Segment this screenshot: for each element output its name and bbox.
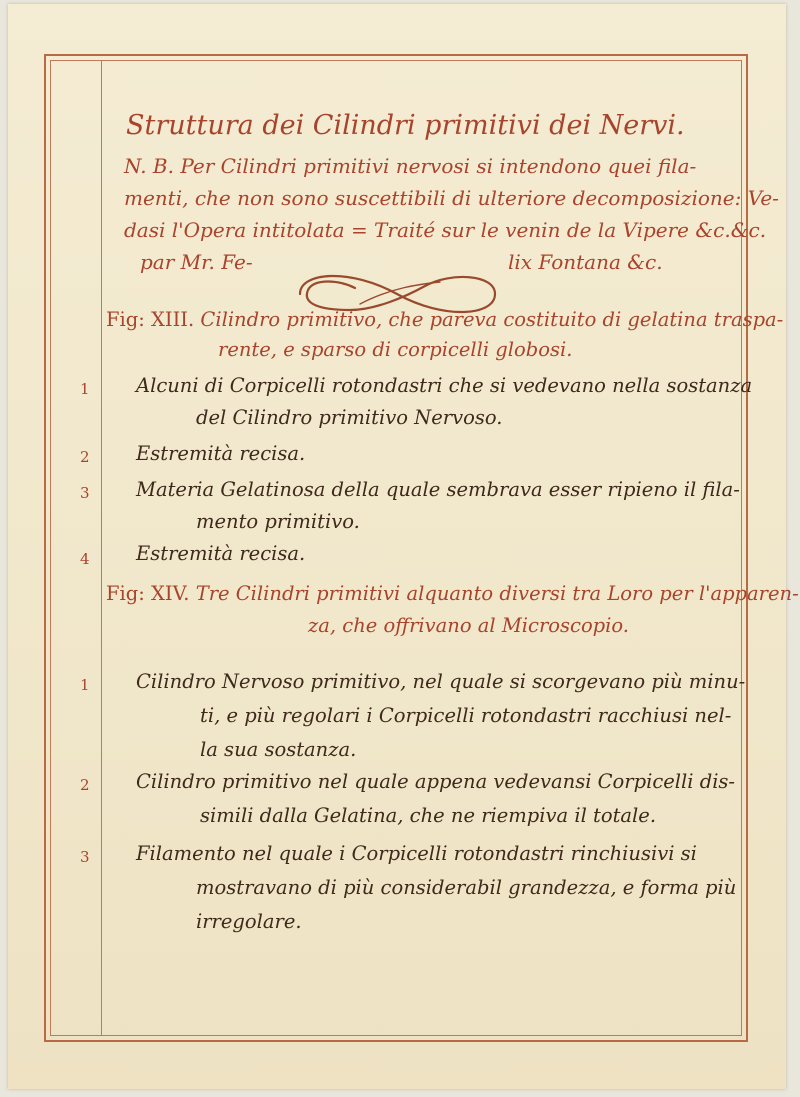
item-number: 1	[80, 380, 90, 398]
fig-xiv-item-2-line-1: Cilindro primitivo nel quale appena vedevansi Corpicelli dis-	[136, 770, 736, 793]
fig-xiii-item-2-line-1: Estremità recisa.	[136, 442, 306, 465]
fig-xiv-item-3-line-3: irregolare.	[196, 910, 302, 933]
fig-xiv-item-1-line-3: la sua sostanza.	[200, 738, 357, 761]
nb-line-4-end: lix Fontana &c.	[508, 250, 663, 274]
fig-xiv-label: Fig: XIV.	[106, 582, 190, 605]
item-number: 2	[80, 448, 90, 466]
fig-xiv-item-1-line-2: ti, e più regolari i Corpicelli rotondastri racchiusi nel-	[200, 704, 732, 727]
fig-xiii-item-1-line-1: Alcuni di Corpicelli rotondastri che si vedevano nella sostanza	[136, 374, 753, 397]
nb-line-4-start: par Mr. Fe-	[140, 250, 253, 274]
margin-rule-line	[101, 61, 102, 1035]
fig-xiii-item-3-line-1: Materia Gelatinosa della quale sembrava esser ripieno il fila-	[136, 478, 740, 501]
fig-xiv-item-3-line-2: mostravano di più considerabil grandezza, e forma più	[196, 876, 737, 899]
fig-xiii-caption-1: Cilindro primitivo, che pareva costituito di gelatina traspa-	[200, 308, 784, 331]
manuscript-page	[8, 4, 799, 1089]
fig-xiii-item-4-line-1: Estremità recisa.	[136, 542, 306, 565]
nb-line-3: dasi l'Opera intitolata = Traité sur le venin de la Vipere &c.&c.	[124, 218, 767, 242]
fig-xiv-heading	[106, 582, 799, 605]
fig-xiii-item-3-line-2: mento primitivo.	[196, 510, 360, 533]
item-number: 1	[80, 676, 90, 694]
nb-line-2: menti, che non sono suscettibili di ulteriore decomposizione: Ve-	[124, 186, 779, 210]
fig-xiv-item-1-line-1: Cilindro Nervoso primitivo, nel quale si scorgevano più minu-	[136, 670, 746, 693]
item-number: 4	[80, 550, 90, 568]
fig-xiii-item-1-line-2: del Cilindro primitivo Nervoso.	[196, 406, 503, 429]
fig-xiii-heading	[106, 308, 783, 331]
item-number: 2	[80, 776, 90, 794]
fig-xiv-item-2-line-2: simili dalla Gelatina, che ne riempiva il totale.	[200, 804, 657, 827]
nb-line-1: N. B. Per Cilindri primitivi nervosi si intendono quei fila-	[124, 154, 697, 178]
fig-xiii-caption-2: rente, e sparso di corpicelli globosi.	[218, 338, 573, 361]
fig-xiv-caption-2: za, che offrivano al Microscopio.	[308, 614, 629, 637]
item-number: 3	[80, 484, 90, 502]
page-title: Struttura dei Cilindri primitivi dei Nervi.	[126, 110, 685, 141]
fig-xiv-caption-1: Tre Cilindri primitivi alquanto diversi tra Loro per l'apparen-	[195, 582, 799, 605]
fig-xiii-label: Fig: XIII.	[106, 308, 195, 331]
fig-xiv-item-3-line-1: Filamento nel quale i Corpicelli rotondastri rinchiusivi si	[136, 842, 697, 865]
item-number: 3	[80, 848, 90, 866]
